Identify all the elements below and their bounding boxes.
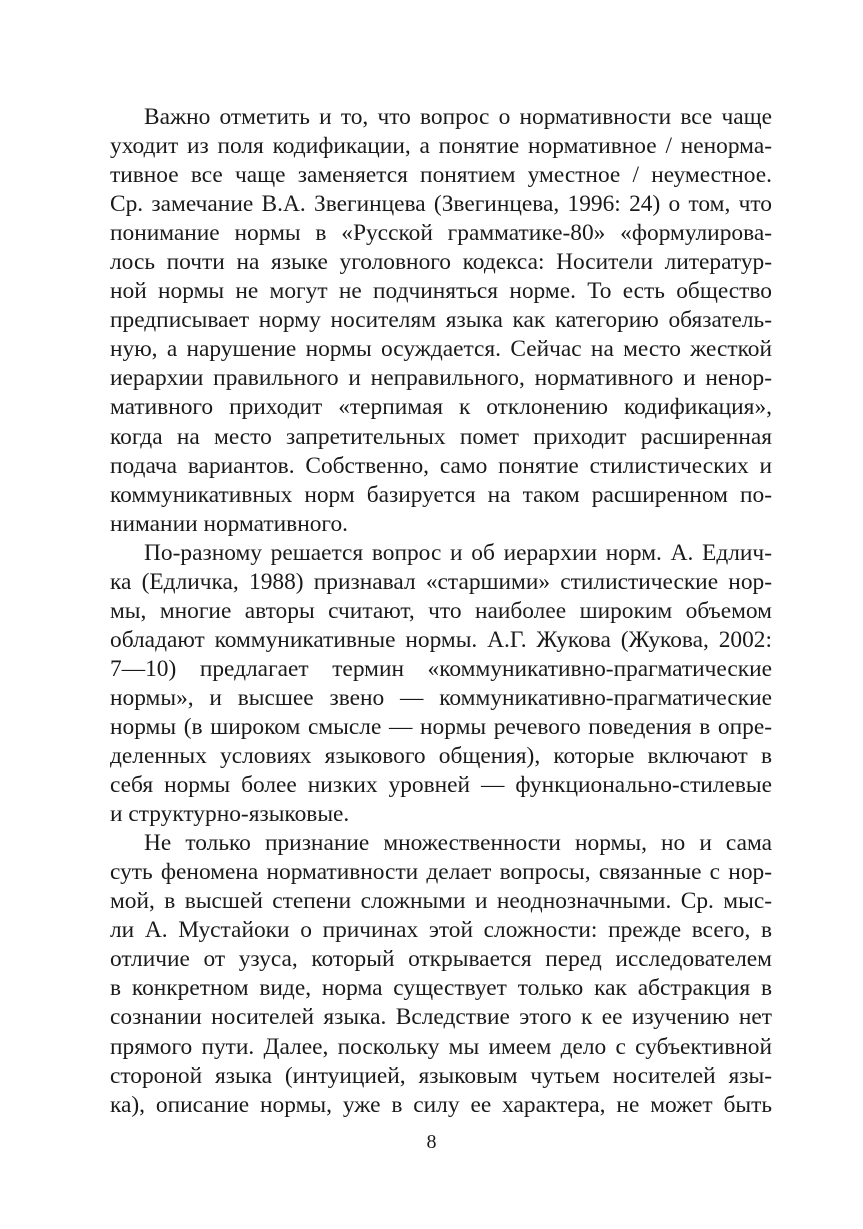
text-line: Важно отметить и то, что вопрос о нормативности все чаще (144, 104, 772, 130)
text-line: подача вариантов. Собственно, само понятие стилистических и (110, 452, 772, 479)
paragraph (110, 829, 772, 1119)
text-line: По-разному решается вопрос и об иерархии норм. А. Едлич- (144, 539, 772, 566)
text-line: ли А. Мустайоки о причинах этой сложности: прежде всего, в (110, 917, 772, 944)
text-line: понимание нормы в «Русской грамматике-80» «формулирова- (110, 220, 772, 247)
body-text (110, 103, 772, 1120)
text-line: мативного приходит «терпимая к отклонению кодификация», (110, 394, 772, 421)
text-line: ную, а нарушение нормы осуждается. Сейчас на место жесткой (110, 336, 772, 363)
text-line: уходит из поля кодификации, а понятие нормативное / ненорма- (110, 133, 772, 160)
text-line: мы, многие авторы считают, что наиболее широким объемом (110, 597, 772, 624)
text-line: стороной языка (интуицией, языковым чутьем носителей язы- (110, 1062, 772, 1089)
text-line: иерархии правильного и неправильного, нормативного и ненор- (110, 365, 772, 392)
text-line: мой, в высшей степени сложными и неоднозначными. Ср. мыс- (110, 888, 772, 915)
page-number: 8 (426, 1131, 437, 1153)
text-line: себя нормы более низких уровней — функционально-стилевые (110, 772, 772, 799)
text-line: суть феномена нормативности делает вопросы, связанные с нор- (110, 859, 772, 886)
text-line: и структурно-языковые. (110, 801, 350, 828)
text-line: в конкретном виде, норма существует только как абстракция в (110, 975, 772, 1002)
text-line: Ср. замечание В.А. Звегинцева (Звегинцева, 1996: 24) о том, что (110, 191, 772, 218)
text-line: 7—10) предлагает термин «коммуникативно-прагматические (110, 655, 772, 682)
paragraph (110, 539, 772, 829)
text-line: деленных условиях языкового общения), которые включают в (110, 743, 772, 770)
paragraph (110, 103, 772, 539)
text-line: отличие от узуса, который открывается перед исследователем (110, 946, 772, 973)
text-line: предписывает норму носителям языка как категорию обязатель- (110, 307, 772, 334)
text-line: ка (Едличка, 1988) признавал «старшими» стилистические нор- (110, 568, 772, 595)
text-line: ной нормы не могут не подчиняться норме. То есть общество (110, 278, 772, 305)
text-line: когда на место запретительных помет приходит расширенная (110, 423, 772, 450)
text-line: нормы», и высшее звено — коммуникативно-прагматические (110, 684, 772, 711)
text-line: нимании нормативного. (110, 510, 348, 537)
text-line: коммуникативных норм базируется на таком расширенном по- (110, 481, 772, 508)
text-line: обладают коммуникативные нормы. А.Г. Жукова (Жукова, 2002: (110, 626, 772, 653)
text-line: Не только признание множественности нормы, но и сама (144, 830, 772, 857)
text-line: прямого пути. Далее, поскольку мы имеем дело с субъективной (110, 1033, 772, 1060)
text-line: ка), описание нормы, уже в силу ее характера, не может быть (110, 1091, 772, 1118)
text-line: тивное все чаще заменяется понятием уместное / неуместное. (110, 162, 772, 189)
text-line: лось почти на языке уголовного кодекса: Носители литератур- (110, 249, 772, 276)
text-line: нормы (в широком смысле — нормы речевого поведения в опре- (110, 713, 772, 740)
text-line: сознании носителей языка. Вследствие этого к ее изучению нет (110, 1004, 772, 1031)
